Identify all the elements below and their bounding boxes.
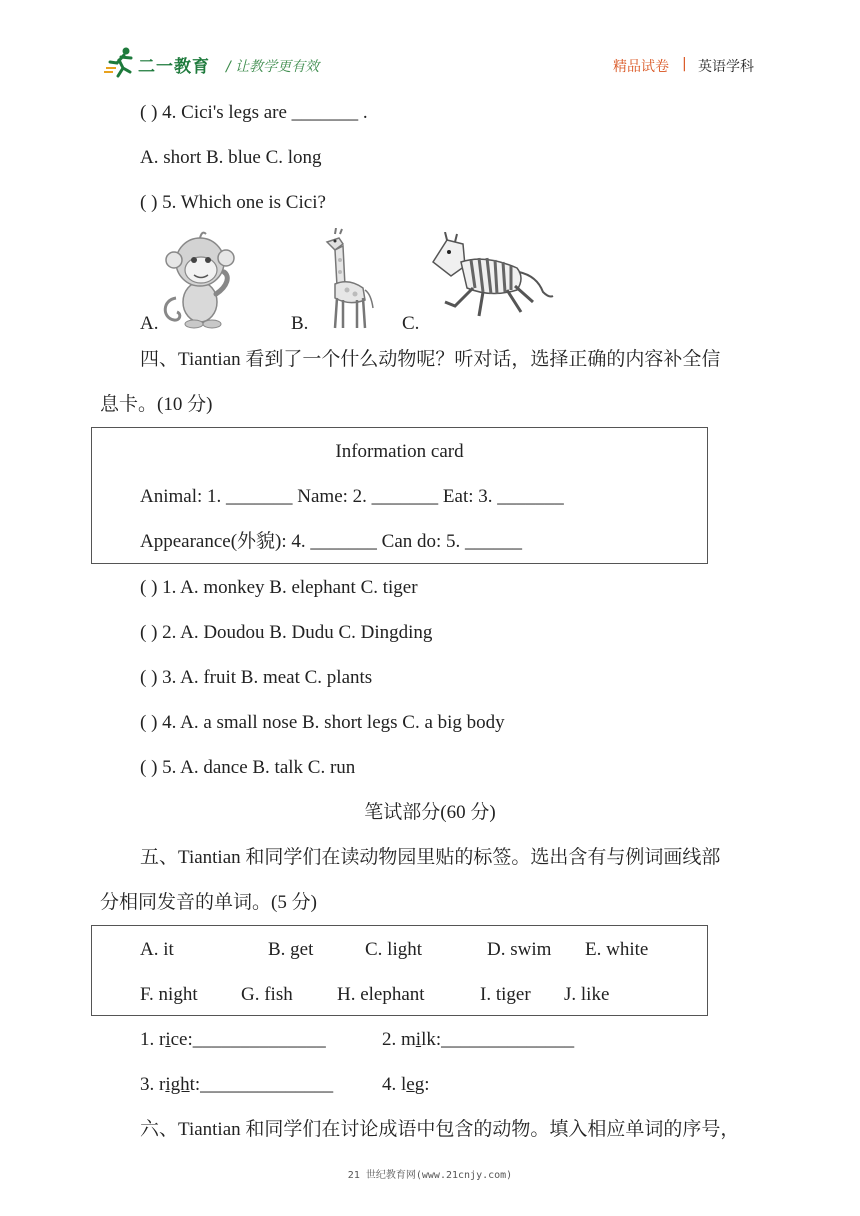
word-d: D. swim bbox=[487, 939, 552, 960]
word-f: F. night bbox=[140, 984, 198, 1005]
section-4-heading-line1: 四、Tiantian 看到了一个什么动物呢？听对话，选择正确的内容补全信 bbox=[140, 349, 721, 370]
section-4-item-1: ( ) 1. A. monkey B. elephant C. tiger bbox=[140, 577, 418, 598]
section-4-heading-line2: 息卡。(10 分) bbox=[100, 394, 213, 415]
word-j: J. like bbox=[564, 984, 610, 1005]
information-card bbox=[91, 427, 708, 564]
word-h: H. elephant bbox=[337, 984, 425, 1005]
logo bbox=[104, 46, 234, 80]
section-6-heading-line1: 六、Tiantian 和同学们在讨论成语中包含的动物。填入相应单词的序号， bbox=[140, 1119, 740, 1140]
section-4-item-3: ( ) 3. A. fruit B. meat C. plants bbox=[140, 667, 373, 688]
word-a: A. it bbox=[140, 939, 174, 960]
logo-text: 二一教育 bbox=[138, 57, 210, 77]
question-4-options: A. short B. blue C. long bbox=[140, 147, 322, 168]
example-word-3: 3. right:______________ bbox=[140, 1074, 334, 1095]
example-word-2: 2. milk:______________ bbox=[382, 1029, 575, 1050]
footer: 21 世纪教育网(www.21cnjy.com) bbox=[347, 1170, 513, 1181]
option-b-label: B. bbox=[291, 313, 309, 334]
option-c-label: C. bbox=[402, 313, 420, 334]
example-word-1: 1. rice:______________ bbox=[140, 1029, 326, 1050]
monkey-icon bbox=[158, 228, 238, 330]
word-c: C. light bbox=[365, 939, 423, 960]
option-a-label: A. bbox=[140, 313, 159, 334]
word-i: I. tiger bbox=[480, 984, 531, 1005]
word-bank bbox=[91, 925, 708, 1016]
giraffe-icon bbox=[313, 228, 379, 330]
section-5-heading-line2: 分相同发音的单词。(5 分) bbox=[100, 892, 317, 913]
header-separator: | bbox=[682, 56, 687, 72]
running-man-icon bbox=[104, 46, 138, 78]
written-part-title: 笔试部分(60 分) bbox=[364, 802, 496, 823]
answer-blank-3: ______________ bbox=[200, 1074, 334, 1095]
information-card-row1: Animal: 1. _______ Name: 2. _______ Eat: 3. _______ bbox=[140, 486, 564, 507]
word-b: B. get bbox=[268, 939, 314, 960]
question-5-stem: ( ) 5. Which one is Cici? bbox=[140, 192, 326, 213]
word-e: E. white bbox=[585, 939, 649, 960]
zebra-icon bbox=[425, 232, 555, 324]
information-card-title: Information card bbox=[335, 441, 464, 462]
question-4-stem: ( ) 4. Cici's legs are _______ . bbox=[140, 102, 368, 123]
section-4-item-2: ( ) 2. A. Doudou B. Dudu C. Dingding bbox=[140, 622, 433, 643]
answer-blank-1: ______________ bbox=[192, 1029, 326, 1050]
answer-blank-2: ______________ bbox=[441, 1029, 575, 1050]
section-4-item-4: ( ) 4. A. a small nose B. short legs C. a big body bbox=[140, 712, 505, 733]
section-5-heading-line1: 五、Tiantian 和同学们在读动物园里贴的标签。选出含有与例词画线部 bbox=[140, 847, 721, 868]
section-4-item-5: ( ) 5. A. dance B. talk C. run bbox=[140, 757, 356, 778]
information-card-row2: Appearance(外貌): 4. _______ Can do: 5. ______ bbox=[140, 531, 523, 552]
word-g: G. fish bbox=[241, 984, 293, 1005]
header-label-subject: 英语学科 bbox=[698, 59, 754, 75]
slogan: / 让教学更有效 bbox=[226, 59, 320, 75]
example-word-4: 4. leg: bbox=[382, 1074, 430, 1095]
header-label-premium: 精品试卷 bbox=[613, 59, 669, 75]
